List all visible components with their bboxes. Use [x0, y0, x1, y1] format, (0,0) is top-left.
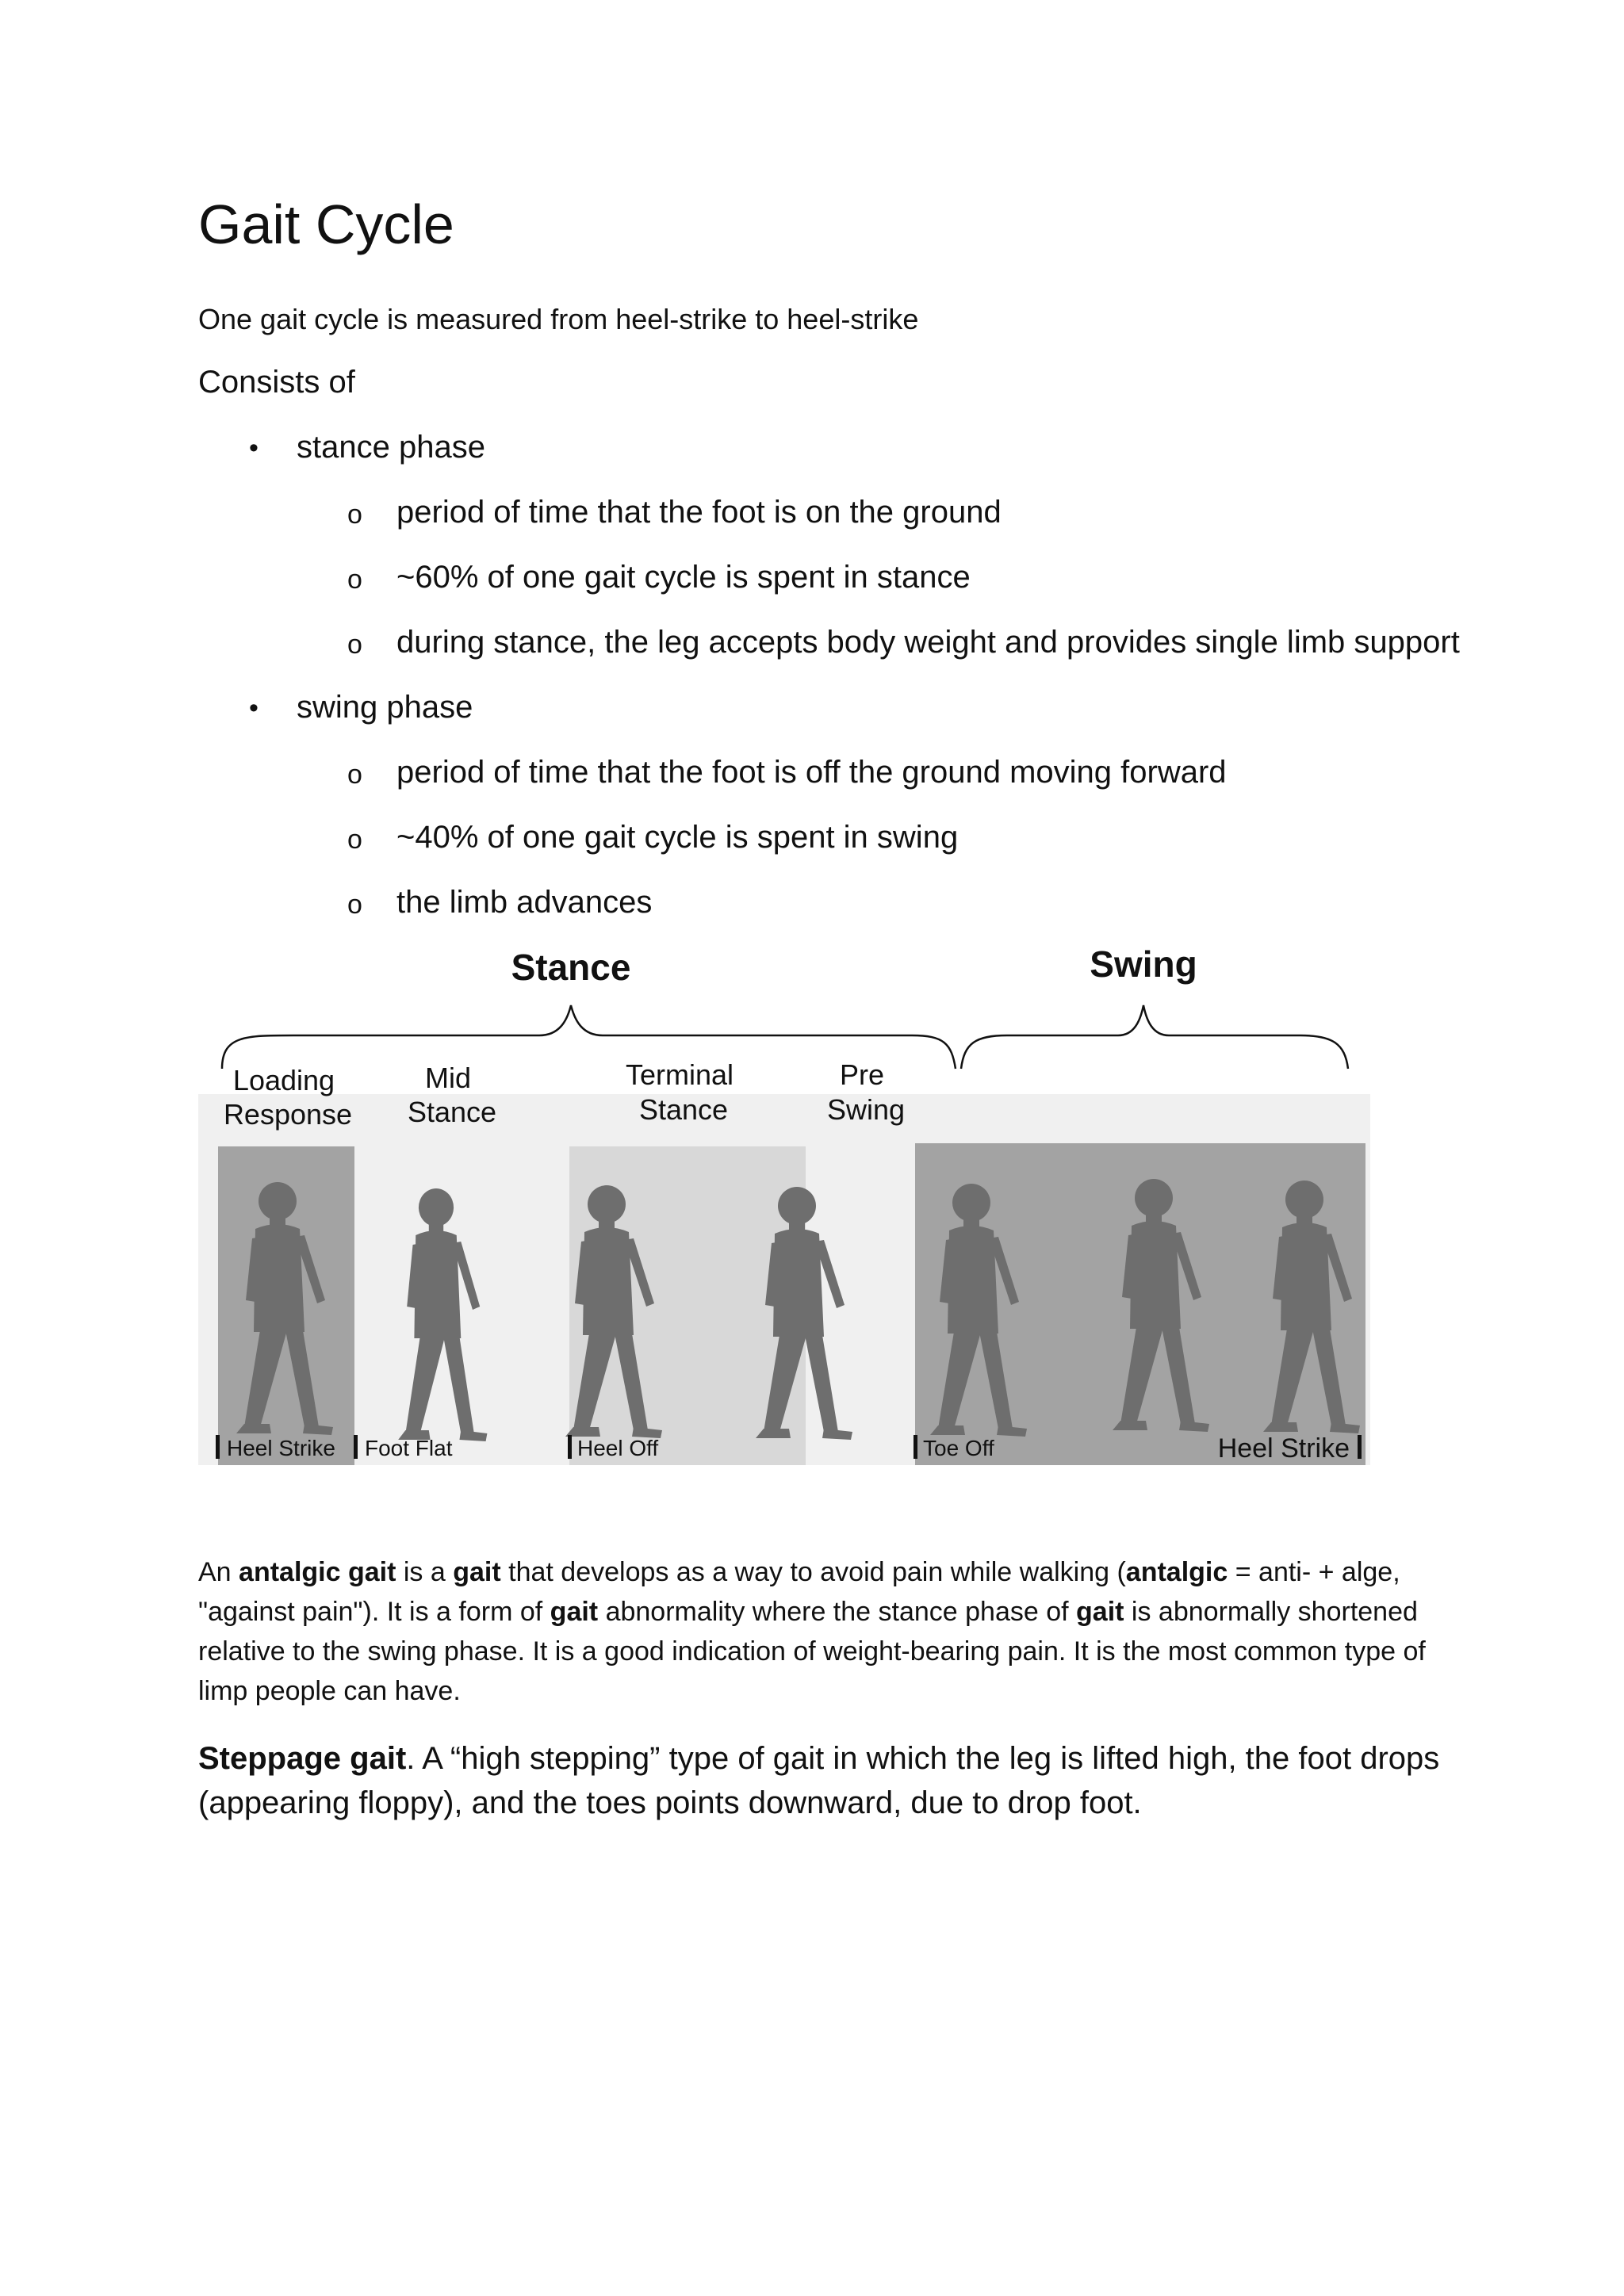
event-label-heel-strike: Heel Strike — [227, 1436, 335, 1460]
circle-bullet-icon: o — [347, 825, 362, 855]
subtitle: One gait cycle is measured from heel-strike to heel-strike — [198, 303, 919, 335]
antalgic-gait-paragraph: An antalgic gait is a gait that develops as a way to avoid pain while walking (antalgic = anti- + alge, "against pain"). It is a form of gait abnormality where the stance phase of gait is abnormally shortened relative to the swing phase. It is a good indication of weight-bearing pain. It is the most common type of limp people can have. — [198, 1557, 1426, 1706]
bold-term: antalgic — [1125, 1557, 1228, 1587]
bold-term: gait — [550, 1597, 599, 1627]
bullet-icon: • — [249, 433, 259, 463]
event-marker — [914, 1435, 917, 1459]
gait-cycle-diagram — [198, 942, 1370, 1465]
circle-bullet-icon: o — [347, 564, 362, 595]
event-marker — [216, 1435, 220, 1459]
steppage-gait-paragraph: Steppage gait. A “high stepping” type of gait in which the leg is lifted high, the foot drops (appearing floppy), and the toes points downward, due to drop foot. — [198, 1741, 1440, 1820]
event-label-toe-off: Toe Off — [923, 1436, 994, 1460]
bold-term: antalgic gait — [239, 1557, 396, 1587]
bold-term: gait — [453, 1557, 501, 1587]
swing-brace — [961, 1005, 1348, 1069]
phase-label-pre-swing: Pre Swing — [826, 1058, 906, 1126]
bullet-icon: • — [249, 693, 259, 723]
gait-cycle-figure — [198, 942, 1370, 1465]
circle-bullet-icon: o — [347, 629, 362, 660]
circle-bullet-icon: o — [347, 499, 362, 530]
sub-list-item-text: during stance, the leg accepts body weight and provides single limb support — [396, 625, 1460, 660]
event-label-foot-flat: Foot Flat — [365, 1436, 453, 1460]
event-marker — [568, 1435, 572, 1459]
sub-list-item-text: period of time that the foot is off the ground moving forward — [396, 755, 1227, 790]
sub-list-item-text: ~60% of one gait cycle is spent in stance — [396, 560, 971, 595]
consists-heading: Consists of — [198, 365, 355, 400]
event-marker — [354, 1435, 358, 1459]
sub-list-item-text: the limb advances — [396, 885, 653, 920]
page-title: Gait Cycle — [198, 193, 454, 255]
list-item-label: swing phase — [297, 690, 473, 725]
circle-bullet-icon: o — [347, 760, 362, 790]
sub-list-item-text: period of time that the foot is on the ground — [396, 495, 1002, 530]
bold-term: gait — [1076, 1597, 1124, 1627]
event-label-heel-off: Heel Off — [577, 1436, 659, 1460]
list-item-label: stance phase — [297, 430, 485, 465]
phase-label-terminal-stance: Terminal Stance — [625, 1058, 734, 1126]
phase-label-mid-stance: Mid Stance — [407, 1062, 497, 1128]
bold-term: Steppage gait — [198, 1741, 407, 1776]
stance-title: Stance — [511, 947, 631, 988]
sub-list-item-text: ~40% of one gait cycle is spent in swing — [396, 820, 959, 855]
circle-bullet-icon: o — [347, 890, 362, 920]
phase-label-loading-response: Loading Response — [223, 1064, 353, 1131]
event-label-heel-strike-end: Heel Strike — [1217, 1433, 1350, 1464]
swing-title: Swing — [1090, 943, 1197, 985]
event-marker — [1358, 1435, 1362, 1459]
